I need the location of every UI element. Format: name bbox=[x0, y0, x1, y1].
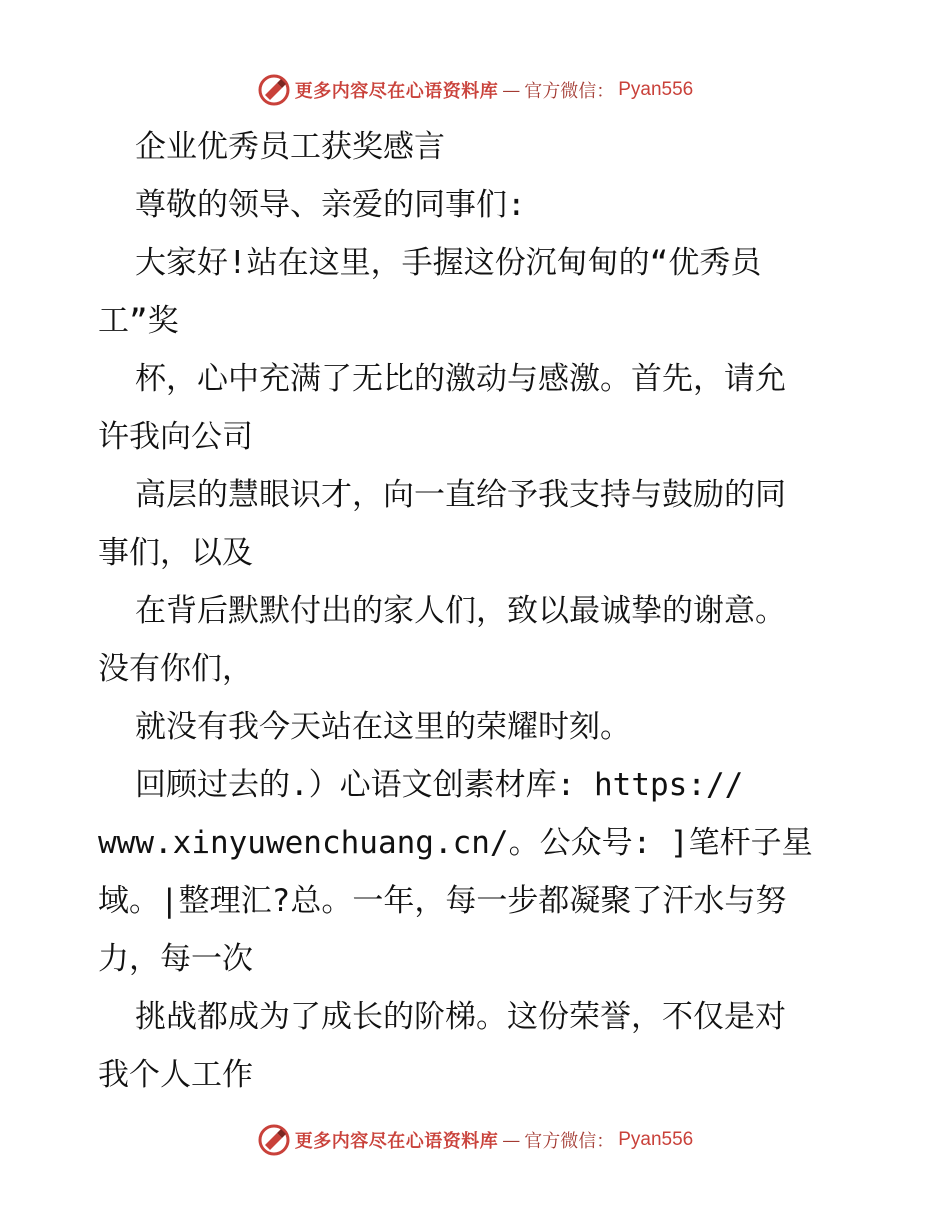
doc-line: 域。|整理汇?总。一年，每一步都凝聚了汗水与努 bbox=[98, 883, 787, 919]
document-body bbox=[98, 118, 858, 1104]
doc-greeting: 尊敬的领导、亲爱的同事们: bbox=[135, 187, 526, 223]
footer-banner bbox=[0, 1120, 950, 1160]
footer-brand-text: 更多内容尽在心语资料库 bbox=[294, 1131, 499, 1152]
doc-line: 大家好!站在这里，手握这份沉甸甸的“优秀员 bbox=[135, 245, 762, 281]
doc-line: 挑战都成为了成长的阶梯。这份荣誉，不仅是对 bbox=[135, 999, 786, 1035]
doc-line: 我个人工作 bbox=[98, 1057, 253, 1093]
brand-logo-icon bbox=[257, 73, 291, 107]
header-banner bbox=[0, 70, 950, 110]
doc-line: 力，每一次 bbox=[98, 941, 253, 977]
doc-line: 许我向公司 bbox=[98, 419, 253, 455]
doc-line: 高层的慧眼识才，向一直给予我支持与鼓励的同 bbox=[135, 477, 786, 513]
doc-line: 就没有我今天站在这里的荣耀时刻。 bbox=[135, 709, 631, 745]
brand-logo-icon bbox=[257, 1123, 291, 1157]
doc-line: 没有你们， bbox=[98, 651, 253, 687]
doc-line: 事们，以及 bbox=[98, 535, 253, 571]
header-brand-text: 更多内容尽在心语资料库 bbox=[294, 81, 499, 102]
doc-line: 回顾过去的.）心语文创素材库: https:// bbox=[135, 767, 744, 803]
footer-separator: — bbox=[502, 1129, 521, 1151]
doc-line: 在背后默默付出的家人们，致以最诚挚的谢意。 bbox=[135, 593, 786, 629]
doc-line: 工”奖 bbox=[98, 303, 179, 339]
header-separator: — bbox=[502, 79, 521, 101]
doc-title: 企业优秀员工获奖感言 bbox=[135, 129, 445, 165]
header-contact-label: 官方微信： bbox=[524, 81, 615, 102]
doc-line: www.xinyuwenchuang.cn/。公众号: ]笔杆子星 bbox=[98, 825, 813, 861]
doc-line: 杯，心中充满了无比的激动与感激。首先，请允 bbox=[135, 361, 786, 397]
footer-wechat-id: Pyan556 bbox=[618, 1129, 694, 1150]
footer-contact-label: 官方微信： bbox=[524, 1131, 615, 1152]
header-wechat-id: Pyan556 bbox=[618, 79, 694, 100]
